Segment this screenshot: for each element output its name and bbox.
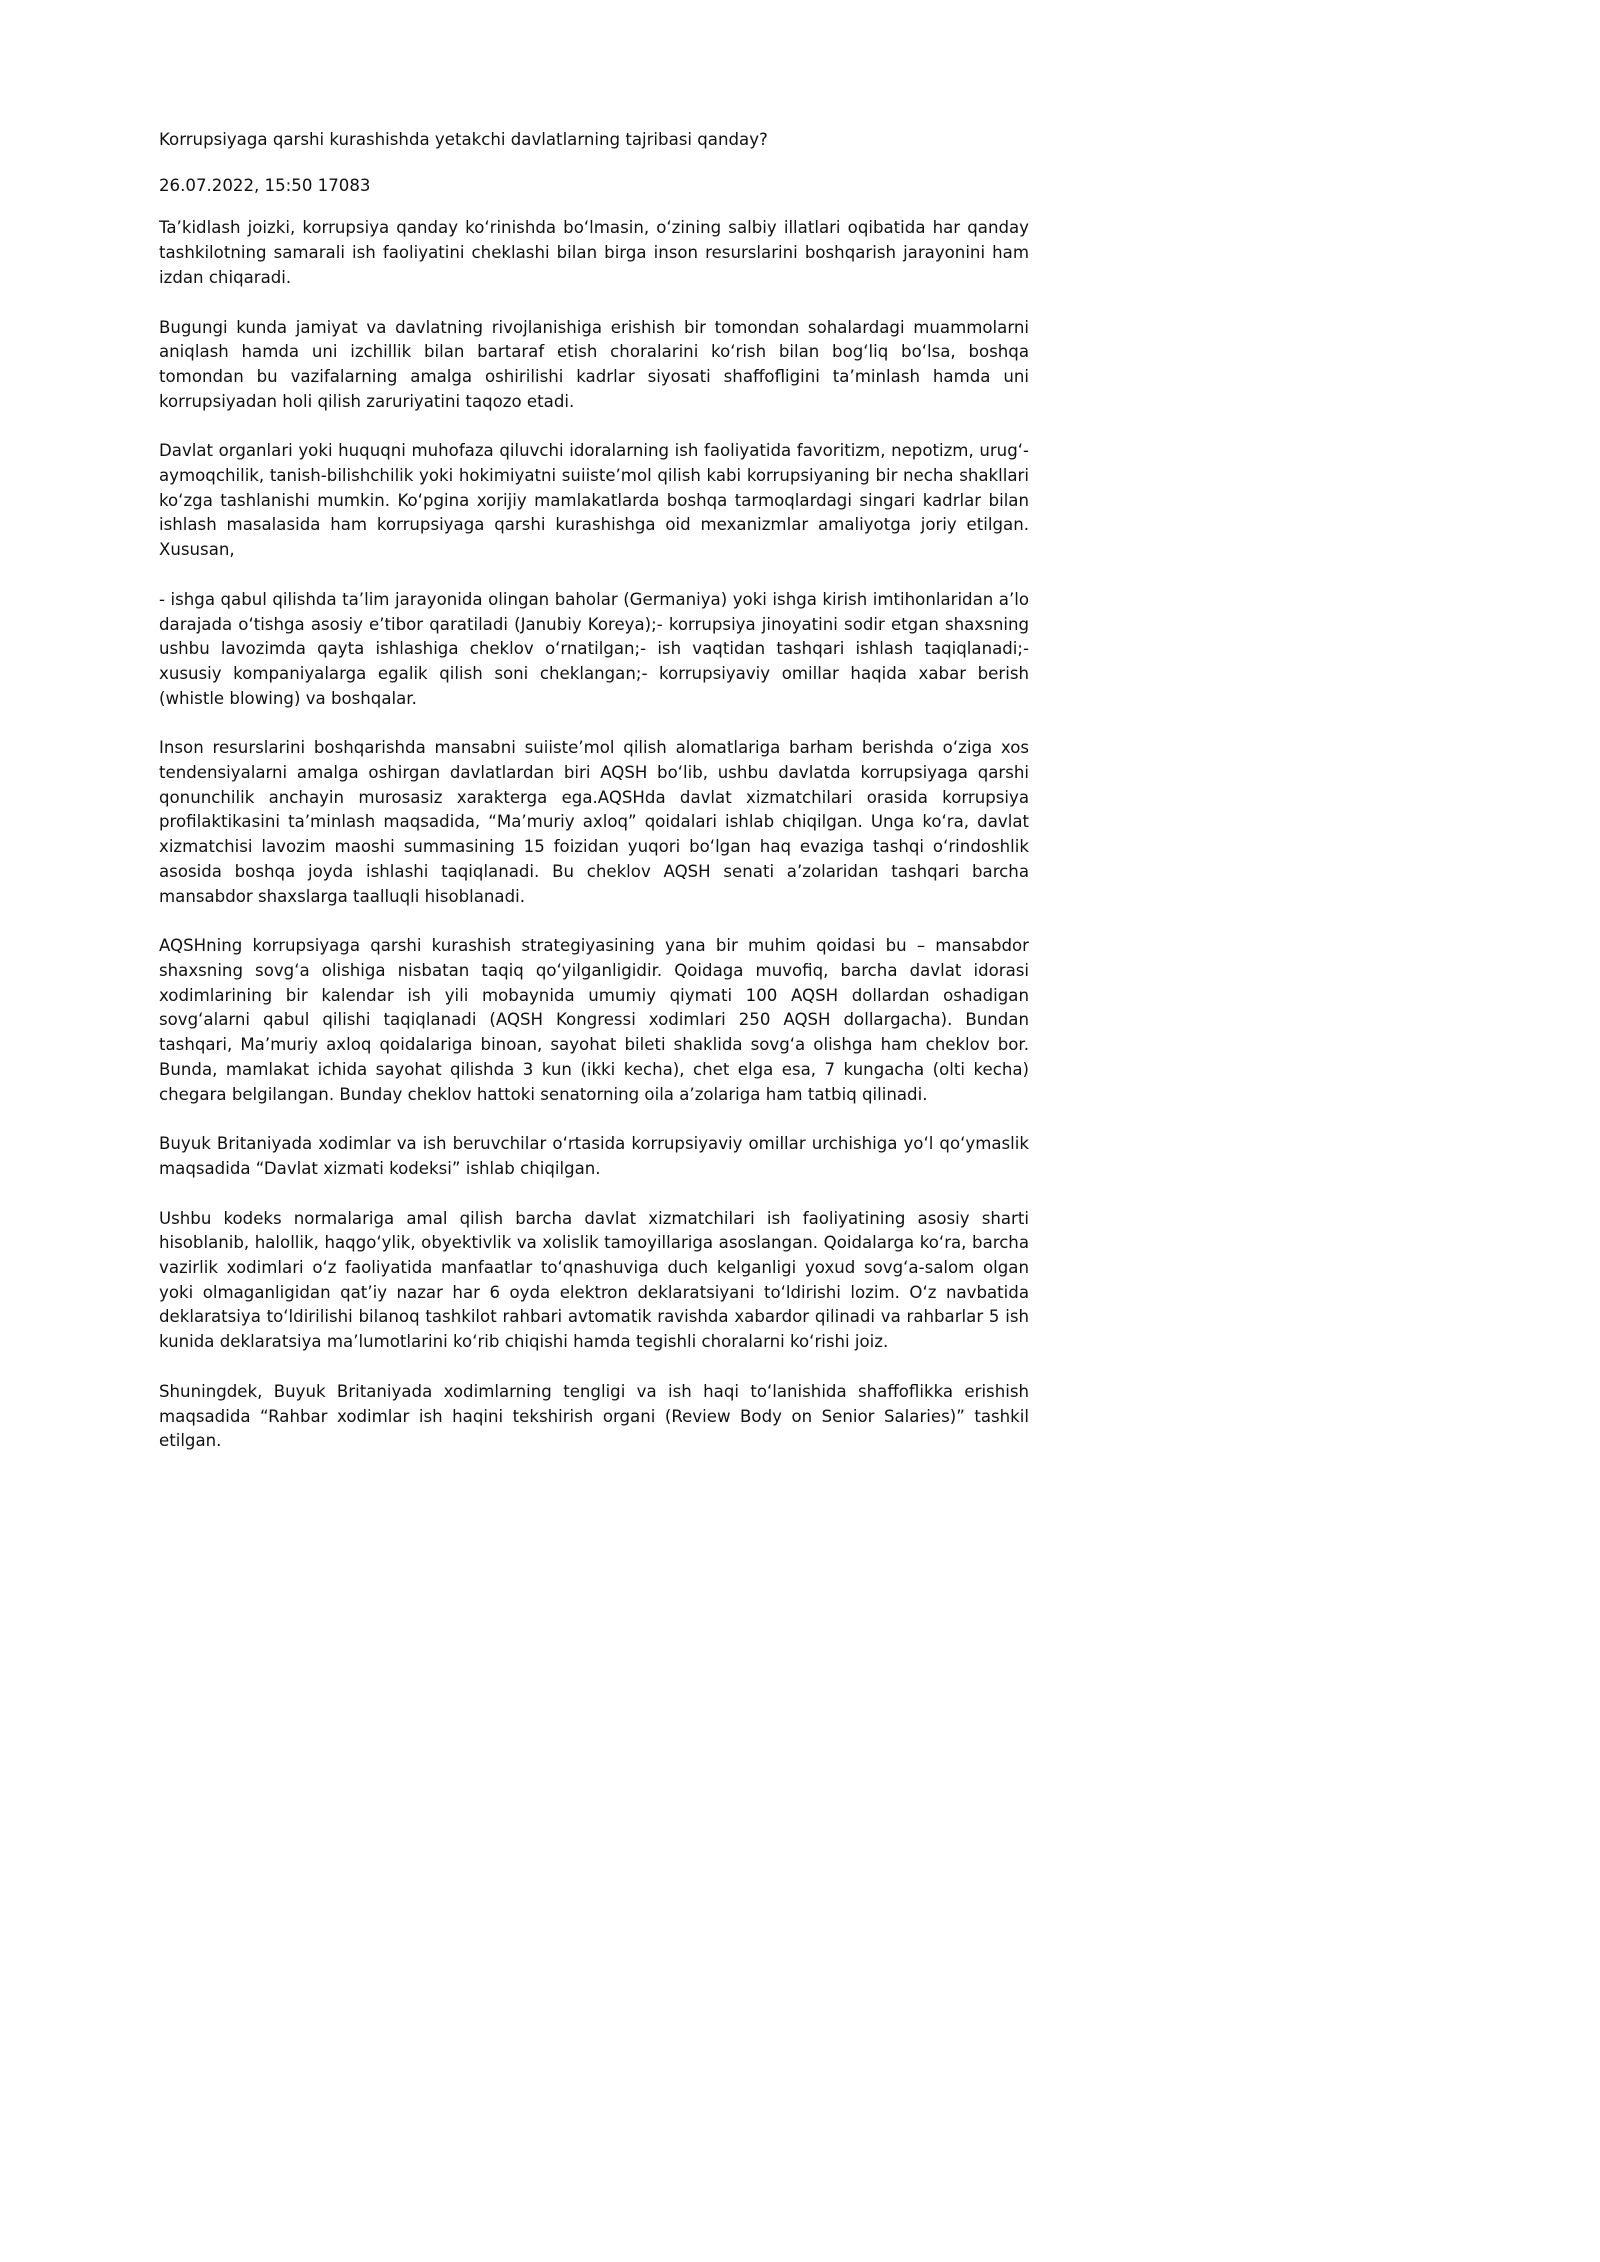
paragraph-8: Ushbu kodeks normalariga amal qilish barcha davlat xizmatchilari ish faoliyatining asosiy sharti hisoblanib, halollik, haqgoʻylik, obyektivlik va xolislik tamoyillariga asoslangan. Qoidalarga koʻra, barcha vazirlik xodimlari oʻz faoliyatida manfaatlar toʻqnashuviga duch kelganligi yoxud sovgʻa-salom olgan yoki olmaganligidan qat’iy nazar har 6 oyda elektron deklaratsiyani toʻldirishi lozim. Oʻz navbatida deklaratsiya toʻldirilishi bilanoq tashkilot rahbari avtomatik ravishda xabardor qilinadi va rahbarlar 5 ish kunida deklaratsiya ma’lumotlarini koʻrib chiqishi hamda tegishli choralarni koʻrishi joiz.: [159, 1208, 1029, 1352]
paragraph-5: Inson resurslarini boshqarishda mansabni suiiste’mol qilish alomatlariga barham berishda oʻziga xos tendensiyalarni amalga oshirgan davlatlardan biri AQSH boʻlib, ushbu davlatda korrupsiyaga qarshi qonunchilik anchayin murosasiz xarakterga ega.AQSHda davlat xizmatchilari orasida korrupsiya profilaktikasini ta’minlash maqsadida, “Ma’muriy axloq” qoidalari ishlab chiqilgan. Unga koʻra, davlat xizmatchisi lavozim maoshi summasining 15 foizidan yuqori boʻlgan haq evaziga tashqi oʻrindoshlik asosida boshqa joyda ishlashi taqiqlanadi. Bu cheklov AQSH senati a’zolaridan tashqari barcha mansabdor shaxslarga taalluqli hisoblanadi.: [159, 738, 1029, 906]
paragraph-1: Ta’kidlash joizki, korrupsiya qanday koʻrinishda boʻlmasin, oʻzining salbiy illatlari oqibatida har qanday tashkilotning samarali ish faoliyatini cheklashi bilan birga inson resurslarini boshqarish jarayonini ham izdan chiqaradi.: [159, 218, 1029, 287]
paragraph-4-list: - ishga qabul qilishda ta’lim jarayonida olingan baholar (Germaniya) yoki ishga kirish imtihonlaridan a’lo darajada oʻtishga asosiy e’tibor qaratiladi (Janubiy Koreya);- korrupsiya jinoyatini sodir etgan shaxsning ushbu lavozimda qayta ishlashiga cheklov oʻrnatilgan;- ish vaqtidan tashqari ishlash taqiqlanadi;- xususiy kompaniyalarga egalik qilish soni cheklangan;- korrupsiyaviy omillar haqida xabar berish (whistle blowing) va boshqalar.: [159, 589, 1029, 708]
paragraph-3: Davlat organlari yoki huquqni muhofaza qiluvchi idoralarning ish faoliyatida favoritizm, nepotizm, urugʻ-aymoqchilik, tanish-bilishchilik yoki hokimiyatni suiiste’mol qilish kabi korrupsiyaning bir necha shakllari koʻzga tashlanishi mumkin. Koʻpgina xorijiy mamlakatlarda boshqa tarmoqlardagi singari kadrlar bilan ishlash masalasida ham korrupsiyaga qarshi kurashishga oid mexanizmlar amaliyotga joriy etilgan. Xususan,: [159, 441, 1029, 560]
article-meta: 26.07.2022, 15:50 17083: [159, 175, 371, 195]
paragraph-7: Buyuk Britaniyada xodimlar va ish beruvchilar oʻrtasida korrupsiyaviy omillar urchishiga yoʻl qoʻymaslik maqsadida “Davlat xizmati kodeksi” ishlab chiqilgan.: [159, 1134, 1029, 1178]
paragraph-2: Bugungi kunda jamiyat va davlatning rivojlanishiga erishish bir tomondan sohalardagi muammolarni aniqlash hamda uni izchillik bilan bartaraf etish choralarini koʻrish bilan bogʻliq boʻlsa, boshqa tomondan bu vazifalarning amalga oshirilishi kadrlar siyosati shaffofligini ta’minlash hamda uni korrupsiyadan holi qilish zaruriyatini taqozo etadi.: [159, 317, 1029, 411]
article-title: Korrupsiyaga qarshi kurashishda yetakchi davlatlarning tajribasi qanday?: [159, 130, 768, 149]
paragraph-9: Shuningdek, Buyuk Britaniyada xodimlarning tengligi va ish haqi toʻlanishida shaffoflikka erishish maqsadida “Rahbar xodimlar ish haqini tekshirish organi (Review Body on Senior Salaries)” tashkil etilgan.: [159, 1381, 1029, 1451]
paragraph-6: AQSHning korrupsiyaga qarshi kurashish strategiyasining yana bir muhim qoidasi bu – mansabdor shaxsning sovgʻa olishiga nisbatan taqiq qoʻyilganligidir. Qoidaga muvofiq, barcha davlat idorasi xodimlarining bir kalendar ish yili mobaynida umumiy qiymati 100 AQSH dollardan oshadigan sovgʻalarni qabul qilishi taqiqlanadi (AQSH Kongressi xodimlari 250 AQSH dollargacha). Bundan tashqari, Ma’muriy axloq qoidalariga binoan, sayohat bileti shaklida sovgʻa olishga ham cheklov bor. Bunda, mamlakat ichida sayohat qilishda 3 kun (ikki kecha), chet elga esa, 7 kungacha (olti kecha) chegara belgilangan. Bunday cheklov hattoki senatorning oila a’zolariga ham tatbiq qilinadi.: [159, 936, 1029, 1104]
document-page: [159, 128, 1029, 1454]
